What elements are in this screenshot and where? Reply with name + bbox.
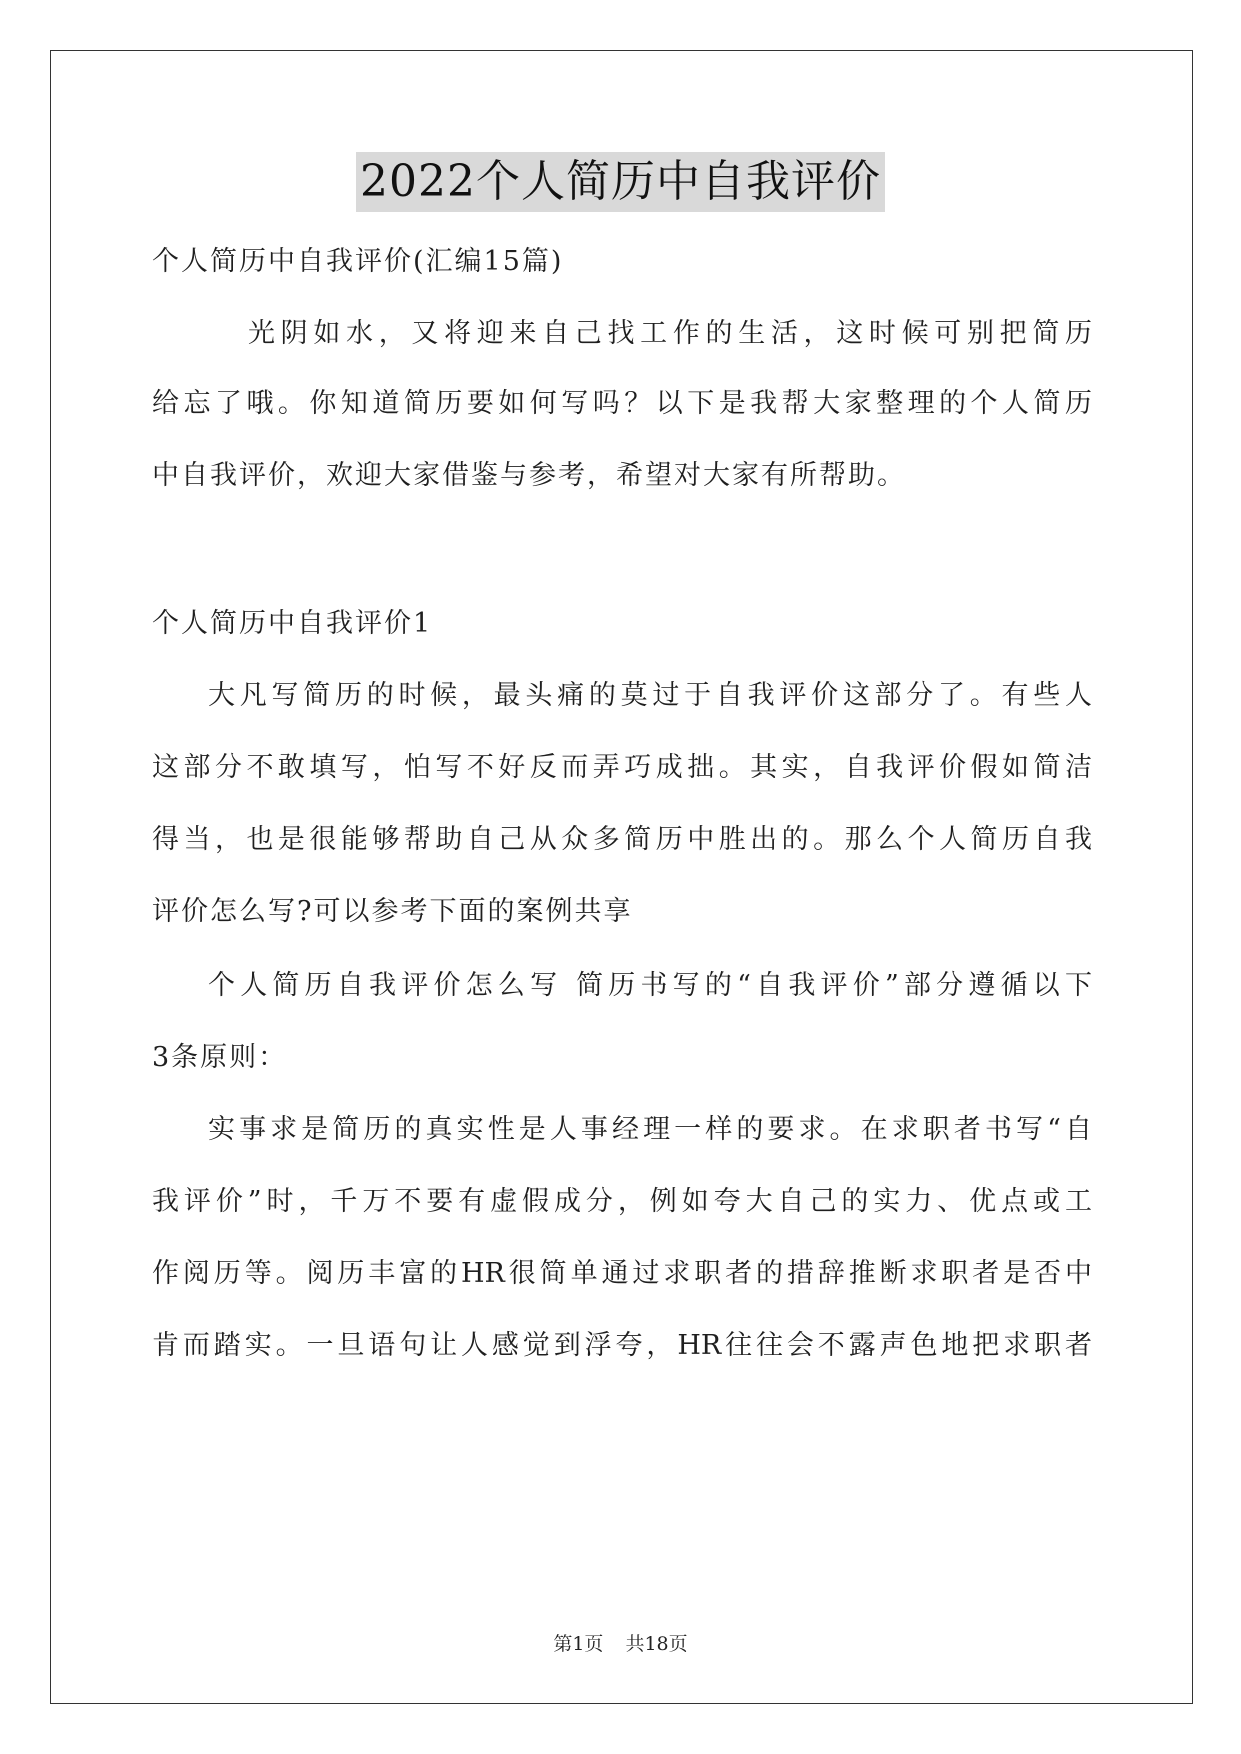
page-total: 共18页 (625, 1633, 688, 1655)
section-heading: 个人简历中自我评价1 (152, 608, 433, 639)
para3-line-1: 实事求是简历的真实性是人事经理一样的要求。在求职者书写“自 (208, 1114, 1092, 1145)
para1-line-3: 得当，也是很能够帮助自己从众多简历中胜出的。那么个人简历自我 (152, 824, 1092, 855)
page-border (50, 50, 1193, 1704)
para3-line-2: 我评价”时，千万不要有虚假成分，例如夸大自己的实力、优点或工 (152, 1186, 1092, 1217)
title-container (0, 152, 1241, 212)
intro-line-3: 中自我评价，欢迎大家借鉴与参考，希望对大家有所帮助。 (152, 460, 906, 491)
page-footer (0, 1632, 1241, 1656)
intro-line-1: 光阴如水，又将迎来自己找工作的生活，这时候可别把简历 (248, 318, 1092, 349)
para1-line-1: 大凡写简历的时候，最头痛的莫过于自我评价这部分了。有些人 (208, 680, 1092, 711)
para1-line-2: 这部分不敢填写，怕写不好反而弄巧成拙。其实，自我评价假如简洁 (152, 752, 1092, 783)
document-title: 2022个人简历中自我评价 (356, 152, 885, 212)
para3-line-3: 作阅历等。阅历丰富的HR很简单通过求职者的措辞推断求职者是否中 (152, 1258, 1092, 1289)
para2-line-1: 个人简历自我评价怎么写 简历书写的“自我评价”部分遵循以下 (208, 970, 1092, 1001)
para3-line-4: 肯而踏实。一旦语句让人感觉到浮夸，HR往往会不露声色地把求职者 (152, 1330, 1092, 1361)
document-subtitle: 个人简历中自我评价(汇编15篇) (152, 246, 564, 277)
page-number: 第1页 (553, 1633, 604, 1655)
para2-line-2: 3条原则： (152, 1042, 288, 1073)
intro-line-2: 给忘了哦。你知道简历要如何写吗？以下是我帮大家整理的个人简历 (152, 388, 1092, 419)
para1-line-4: 评价怎么写?可以参考下面的案例共享 (152, 896, 633, 927)
